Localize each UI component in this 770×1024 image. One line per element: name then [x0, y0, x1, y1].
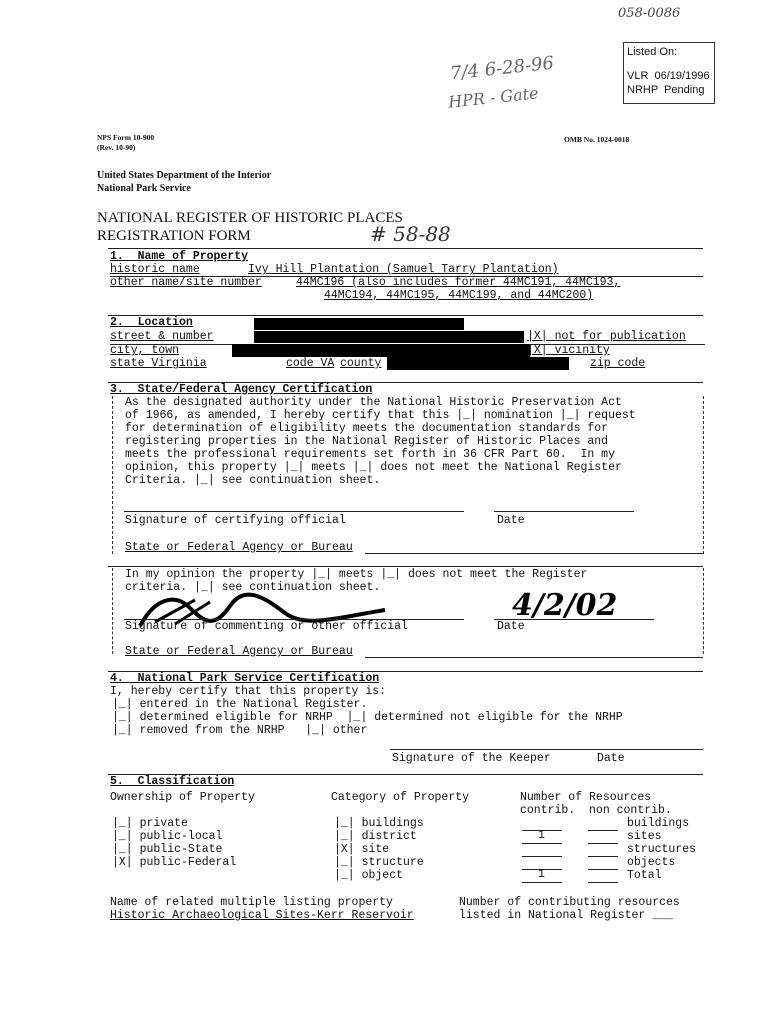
department: United States Department of the Interior: [97, 170, 272, 181]
handwritten-note: HPR - Gate: [447, 83, 540, 112]
category-object: |_| object: [334, 869, 404, 882]
cert-line-1: As the designated authority under the National Historic Preservation Act: [125, 396, 622, 409]
keeper-date-label: Date: [597, 752, 625, 765]
handwritten-date: 4/2/02: [512, 588, 618, 623]
ownership-public-state: |_| public-State: [112, 843, 223, 856]
form-subtitle: REGISTRATION FORM: [97, 228, 251, 244]
redaction-bar: [254, 318, 464, 330]
other-name-label: other name/site number: [110, 276, 262, 289]
code-label: code VA: [286, 357, 335, 370]
listed-in-register-label: listed in National Register ___: [459, 909, 673, 922]
commenting-signature-label: Signature of commenting or other official: [125, 620, 408, 633]
redaction-bar: [232, 344, 530, 357]
listed-on-box: [623, 42, 715, 104]
agency: National Park Service: [97, 183, 191, 194]
agency-2-label: State or Federal Agency or Bureau: [125, 645, 353, 658]
opinion-line-1: In my opinion the property |_| meets |_| does not meet the Register: [125, 568, 588, 581]
redaction-bar: [387, 357, 569, 370]
vlr-date: VLR 06/19/1996: [627, 70, 710, 82]
listed-on-label: Listed On:: [627, 46, 678, 58]
multiple-listing-value: Historic Archaeological Sites-Kerr Reservoir: [110, 909, 414, 922]
opinion-line-2: criteria. |_| see continuation sheet.: [125, 581, 381, 594]
state-label: state Virginia: [110, 357, 207, 370]
resources-header: Number of Resources: [520, 791, 652, 804]
nps-cert-line-1: I, hereby certify that this property is:: [110, 685, 387, 698]
section-5-heading: 5. Classification: [110, 775, 235, 788]
handwritten-number: # 58-88: [370, 222, 451, 246]
ownership-public-local: |_| public-local: [112, 830, 223, 843]
handwritten-note: 7/4 6-28-96: [449, 52, 555, 85]
cert-line-2: of 1966, as amended, I hereby certify that this |_| nomination |_| request: [125, 409, 636, 422]
keeper-signature-label: Signature of the Keeper: [392, 752, 551, 765]
redaction-bar: [254, 331, 524, 343]
ownership-public-federal: |X| public-Federal: [112, 856, 237, 869]
nps-cert-line-4: |_| removed from the NRHP |_| other: [112, 724, 368, 737]
section-2-heading: 2. Location: [110, 316, 193, 329]
ownership-private: |_| private: [112, 817, 188, 830]
cert-line-3: for determination of eligibility meets the documentation standards for: [125, 422, 609, 435]
resource-total: Total: [627, 869, 662, 882]
section-4-heading: 4. National Park Service Certification: [110, 672, 380, 685]
contrib-sites-count: 1: [538, 829, 545, 842]
cert-line-4: registering properties in the National Register of Historic Places and: [125, 435, 609, 448]
vicinity: |X| vicinity: [527, 344, 610, 357]
zip-code-label: zip code: [590, 357, 646, 370]
commenting-date-label: Date: [497, 620, 525, 633]
historic-name-value: Ivy Hill Plantation (Samuel Tarry Plantation): [248, 263, 559, 276]
category-site: |X| site: [334, 843, 390, 856]
form-revision: (Rev. 10-90): [97, 143, 136, 152]
certifying-signature-label: Signature of certifying official: [125, 514, 346, 527]
category-header: Category of Property: [331, 791, 470, 804]
resource-structures: structures: [627, 843, 697, 856]
resource-buildings: buildings: [627, 817, 690, 830]
cert-line-5: meets the professional requirements set forth in 36 CFR Part 60. In my: [125, 448, 615, 461]
not-for-publication: |X| not for publication: [527, 330, 686, 343]
street-label: street & number: [110, 330, 214, 343]
resources-subheader: contrib. non contrib.: [520, 804, 672, 817]
nps-cert-line-3: |_| determined eligible for NRHP |_| determined not eligible for the NRHP: [112, 711, 623, 724]
multiple-listing-label: Name of related multiple listing property: [110, 896, 393, 909]
file-number-stamp: 058-0086: [618, 6, 681, 21]
nps-cert-line-2: |_| entered in the National Register.: [112, 698, 368, 711]
city-label: city, town: [110, 344, 180, 357]
form-title: NATIONAL REGISTER OF HISTORIC PLACES: [97, 210, 403, 226]
form-number: NPS Form 10-900: [97, 133, 155, 142]
category-district: |_| district: [334, 830, 417, 843]
certifying-date-label: Date: [497, 514, 525, 527]
nrhp-status: NRHP Pending: [627, 84, 705, 96]
resource-sites: sites: [627, 830, 662, 843]
contributing-resources-label: Number of contributing resources: [459, 896, 680, 909]
section-3-heading: 3. State/Federal Agency Certification: [110, 383, 373, 396]
category-structure: |_| structure: [334, 856, 424, 869]
cert-line-7: Criteria. |_| see continuation sheet.: [125, 474, 381, 487]
agency-label: State or Federal Agency or Bureau: [125, 541, 353, 554]
other-name-value: 44MC196 (also includes former 44MC191, 44MC193,: [296, 276, 621, 289]
category-buildings: |_| buildings: [334, 817, 424, 830]
other-name-value-cont: 44MC194, 44MC195, 44MC199, and 44MC200): [324, 289, 594, 302]
resource-objects: objects: [627, 856, 676, 869]
section-1-heading: 1. Name of Property: [110, 250, 249, 263]
ownership-header: Ownership of Property: [110, 791, 255, 804]
county-label: county: [340, 357, 382, 370]
historic-name-label: historic name: [110, 263, 200, 276]
contrib-total-count: 1: [538, 868, 545, 881]
omb-number: OMB No. 1024-0018: [564, 135, 630, 144]
cert-line-6: opinion, this property |_| meets |_| does not meet the National Register: [125, 461, 622, 474]
